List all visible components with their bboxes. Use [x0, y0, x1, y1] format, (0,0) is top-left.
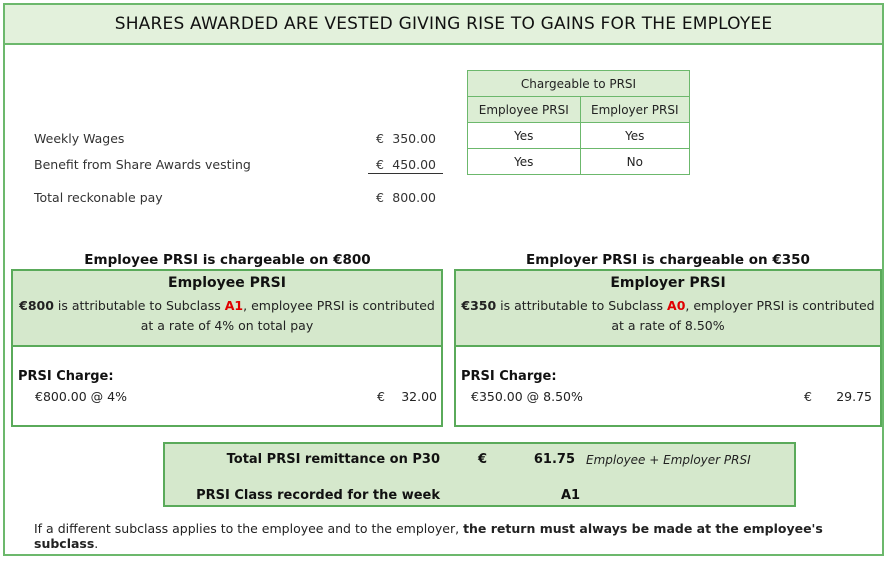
summary-box	[163, 442, 796, 507]
prsi-chargeable-table	[467, 70, 690, 175]
table-cell-shares-employer: No	[580, 149, 689, 175]
total-remittance-value: 61.75	[533, 452, 575, 467]
prsi-class-value: A1	[561, 488, 581, 503]
share-benefit-amount: 450.00	[392, 157, 436, 172]
table-caption: Chargeable to PRSI	[468, 71, 690, 97]
employee-box-title: Employee PRSI	[168, 275, 286, 291]
employer-box-header	[456, 271, 880, 347]
employee-heading: Employee PRSI is chargeable on €800	[84, 252, 371, 268]
employee-prsi-box	[11, 269, 443, 427]
employer-subclass: A0	[667, 298, 686, 313]
employee-charge-value: 32.00	[401, 389, 437, 404]
employee-amount: €800	[19, 298, 54, 313]
total-pay-currency: €	[376, 190, 384, 205]
table-header-employee: Employee PRSI	[468, 97, 581, 123]
employer-charge-value: 29.75	[836, 389, 872, 404]
share-benefit-label: Benefit from Share Awards vesting	[34, 157, 251, 172]
employer-charge-label: PRSI Charge:	[461, 369, 557, 384]
employee-description	[13, 296, 441, 336]
employer-charge-currency: €	[804, 389, 812, 404]
table-cell-shares-employee: Yes	[468, 149, 581, 175]
footer-note	[34, 521, 889, 551]
employer-description	[456, 296, 880, 336]
share-benefit-currency: €	[376, 157, 384, 172]
employee-charge-label: PRSI Charge:	[18, 369, 114, 384]
weekly-wages-label: Weekly Wages	[34, 131, 125, 146]
weekly-wages-currency: €	[376, 131, 384, 146]
employer-heading: Employer PRSI is chargeable on €350	[526, 252, 810, 268]
employer-prsi-box	[454, 269, 882, 427]
total-remittance-label: Total PRSI remittance on P30	[226, 452, 440, 467]
footer-normal: If a different subclass applies to the employee and to the employer,	[34, 521, 464, 536]
weekly-wages-amount: 350.00	[392, 131, 436, 146]
total-pay-label: Total reckonable pay	[34, 190, 163, 205]
total-remittance-currency: €	[478, 452, 488, 467]
employer-desc-mid: is attributable to Subclass	[496, 298, 668, 313]
employee-desc-mid: is attributable to Subclass	[53, 298, 225, 313]
employee-box-header	[13, 271, 441, 347]
employee-subclass: A1	[224, 298, 244, 313]
employee-desc-tail: , employee PRSI is contributed at a rate of 4% on total pay	[140, 298, 435, 333]
footer-end: .	[94, 536, 99, 551]
total-remittance-note: Employee + Employer PRSI	[586, 453, 751, 467]
prsi-class-label: PRSI Class recorded for the week	[196, 488, 440, 503]
table-cell-wages-employer: Yes	[580, 123, 689, 149]
employer-desc-tail: , employer PRSI is contributed at a rate of 8.50%	[611, 298, 875, 333]
employee-charge-currency: €	[377, 389, 385, 404]
employer-box-title: Employer PRSI	[610, 275, 726, 291]
footer-bold: the return must always be made at the employee's subclass	[34, 521, 823, 551]
page-title: SHARES AWARDED ARE VESTED GIVING RISE TO GAINS FOR THE EMPLOYEE	[3, 3, 884, 45]
table-cell-wages-employee: Yes	[468, 123, 581, 149]
total-pay-amount: 800.00	[392, 190, 436, 205]
employer-charge-calc: €350.00 @ 8.50%	[471, 389, 583, 404]
employee-charge-calc: €800.00 @ 4%	[35, 389, 127, 404]
employer-amount: €350	[461, 298, 497, 313]
table-header-employer: Employer PRSI	[580, 97, 689, 123]
